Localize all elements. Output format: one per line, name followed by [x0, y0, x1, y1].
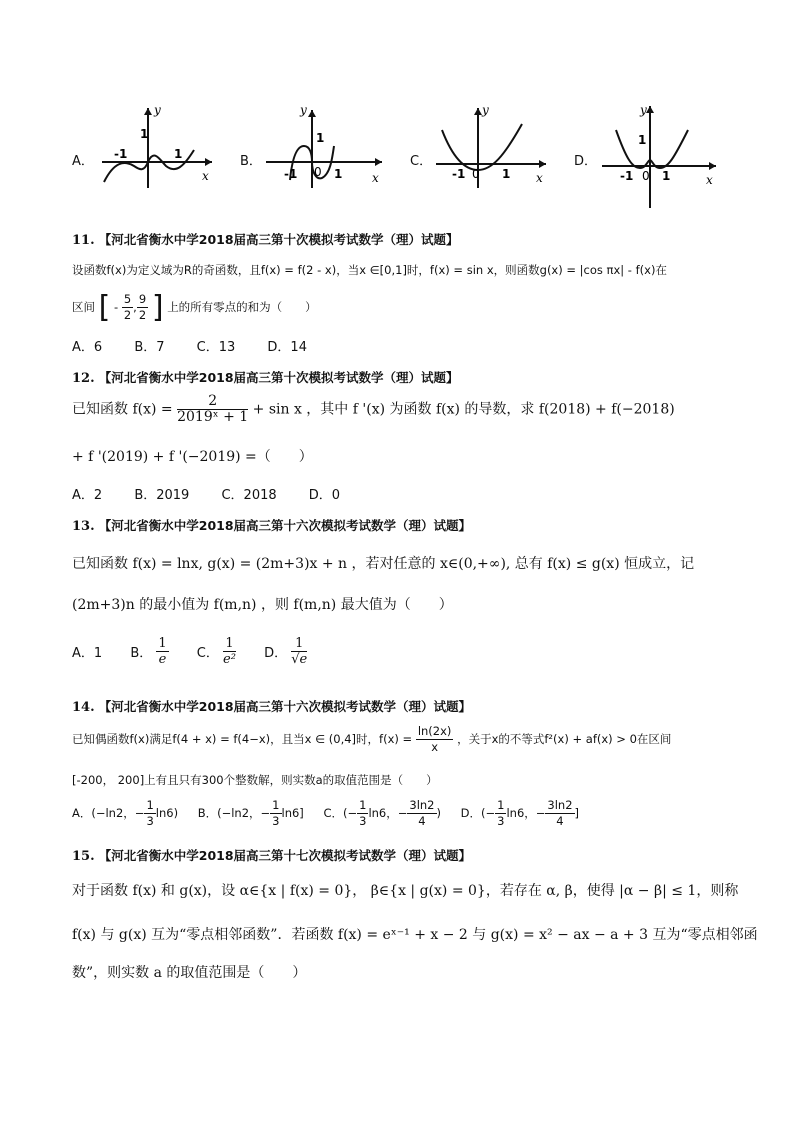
q13-choices — [72, 636, 307, 667]
q11-choices — [72, 336, 335, 355]
q15-line2: f(x) 与 g(x) 互为“零点相邻函数”．若函数 f(x) = eˣ⁻¹ + x − 2 与 g(x) = x² − ax − a + 3 互为“零点相邻函 — [72, 927, 758, 943]
svg-text:0: 0 — [314, 165, 322, 179]
graph-b — [262, 100, 387, 190]
svg-text:x: x — [536, 171, 543, 185]
q13-choice-b-label: B． — [130, 646, 153, 661]
svg-text:1: 1 — [502, 167, 511, 181]
q14-choice-b: B．(−ln2，− $\frac{1}{3}$ ln6] — [197, 798, 304, 828]
svg-text:y: y — [640, 103, 647, 117]
q12-number: 12. — [72, 371, 95, 386]
option-b-label: B． — [240, 154, 262, 169]
q12-line1-pre: 已知函数 f(x) = — [72, 401, 173, 418]
svg-text:1: 1 — [174, 147, 183, 161]
q15-source: 【河北省衡水中学2018届高三第十七次模拟考试数学（理）试题】 — [98, 848, 472, 863]
q13-heading — [72, 516, 471, 534]
q14-number: 14. — [72, 700, 95, 715]
q13-choice-d-label: D． — [264, 646, 288, 661]
svg-text:1: 1 — [316, 131, 325, 145]
q15-line1: 对于函数 f(x) 和 g(x)，设 α∈{x | f(x) = 0}， β∈{x | g(x) = 0}，若存在 α, β，使得 |α − β| ≤ 1，则称 — [72, 883, 739, 899]
q11-line2-post: 上的所有零点的和为（ ） — [167, 300, 317, 314]
graph-a — [96, 100, 216, 190]
svg-text:1: 1 — [140, 127, 149, 141]
svg-text:x: x — [202, 169, 209, 183]
graph-d — [598, 100, 723, 210]
q14-line1 — [72, 724, 671, 755]
q11-frac2: $\frac{9}{2}$ — [138, 292, 147, 322]
q14-line2: [-200， 200]上有且只有300个整数解，则实数a的取值范围是（ ） — [72, 773, 438, 787]
option-c-label: C． — [410, 154, 433, 169]
q11-interval-sign: - — [114, 300, 119, 314]
q14-choices — [72, 798, 579, 829]
q12-choices — [72, 484, 368, 503]
svg-text:x: x — [706, 173, 713, 187]
q13-choice-b-frac: $\frac{1}{e}$ — [158, 636, 167, 667]
q13-source: 【河北省衡水中学2018届高三第十六次模拟考试数学（理）试题】 — [98, 518, 472, 533]
q14-choice-c: C．(− $\frac{1}{3}$ ln6，− $\frac{3\ln 2}{4}$ ) — [323, 798, 441, 828]
q12-choice-d: D．0 — [308, 488, 341, 503]
svg-text:-1: -1 — [114, 147, 128, 161]
svg-text:y: y — [154, 103, 161, 117]
q15-number: 15. — [72, 849, 95, 864]
q14-source: 【河北省衡水中学2018届高三第十六次模拟考试数学（理）试题】 — [98, 699, 472, 714]
svg-text:0: 0 — [642, 169, 650, 183]
q12-line1-post: + sin x ，其中 f '(x) 为函数 f(x) 的导数，求 f(2018) + f(−2018) — [252, 401, 675, 418]
q11-line2: 区间 [ - $\frac{5}{2}$ , $\frac{9}{2}$ ] 上的所有零点的和为（ ） — [72, 290, 317, 325]
q13-line1: 已知函数 f(x) = lnx, g(x) = (2m+3)x + n ，若对任意的 x∈(0,+∞), 总有 f(x) ≤ g(x) 恒成立，记 — [72, 556, 695, 572]
q11-frac1: $\frac{5}{2}$ — [123, 292, 132, 322]
svg-text:-1: -1 — [452, 167, 466, 181]
q12-choice-a: A．2 — [72, 488, 103, 503]
q15-line3: 数”，则实数 a 的取值范围是（ ） — [72, 965, 307, 981]
q11-source: 【河北省衡水中学2018届高三第十次模拟考试数学（理）试题】 — [98, 232, 459, 247]
svg-text:1: 1 — [662, 169, 671, 183]
q11-choice-a: A．6 — [72, 340, 103, 355]
svg-text:1: 1 — [638, 133, 647, 147]
q14-heading — [72, 697, 471, 715]
q12-source: 【河北省衡水中学2018届高三第十次模拟考试数学（理）试题】 — [98, 370, 459, 385]
q13-choice-c-frac: $\frac{1}{\text{e²}}$ — [223, 636, 236, 667]
q12-choice-c: C．2018 — [221, 488, 277, 503]
svg-text:y: y — [482, 103, 489, 117]
q12-frac: $\frac{2}{\text{2019ˣ + 1}}$ — [177, 393, 249, 425]
svg-text:-1: -1 — [284, 167, 298, 181]
q15-heading — [72, 846, 471, 864]
graph-c — [432, 100, 552, 190]
q11-choice-c: C．13 — [196, 340, 236, 355]
svg-text:0: 0 — [472, 167, 480, 181]
q11-choice-b: B．7 — [134, 340, 165, 355]
option-d-label: D． — [574, 154, 598, 169]
q12-line1 — [72, 394, 675, 425]
q12-choice-b: B．2019 — [134, 488, 190, 503]
q13-choice-c-label: C． — [196, 646, 219, 661]
q11-choice-d: D．14 — [267, 340, 307, 355]
q11-number: 11. — [72, 233, 95, 248]
q14-frac: $\frac{\ln(2x)}{x}$ — [417, 724, 452, 754]
q13-number: 13. — [72, 519, 95, 534]
svg-text:x: x — [372, 171, 379, 185]
q14-choice-d: D．(− $\frac{1}{3}$ ln6，− $\frac{3\ln 2}{4}$ ] — [460, 798, 580, 828]
svg-text:-1: -1 — [620, 169, 634, 183]
q14-choice-a: A．(−ln2，− $\frac{1}{3}$ ln6) — [72, 798, 179, 828]
q12-line2: + f '(2019) + f '(−2019) =（ ） — [72, 449, 313, 465]
svg-text:1: 1 — [334, 167, 343, 181]
q13-choice-d-frac: $\frac{1}{√e}$ — [291, 636, 308, 667]
q11-heading — [72, 230, 459, 248]
svg-text:y: y — [300, 103, 307, 117]
q14-line1-post: ，关于x的不等式f²(x) + af(x) > 0在区间 — [457, 732, 672, 746]
option-a-label: A． — [72, 154, 94, 169]
q13-line2: (2m+3)n 的最小值为 f(m,n) ，则 f(m,n) 最大值为（ ） — [72, 597, 453, 613]
q14-line1-pre: 已知偶函数f(x)满足f(4 + x) = f(4−x)，且当x ∈ (0,4]时，f(x) = — [72, 732, 413, 746]
q12-heading — [72, 368, 459, 386]
q11-line1: 设函数f(x)为定义域为R的奇函数，且f(x) = f(2 - x)，当x ∈[0,1]时，f(x) = sin x，则函数g(x) = |cos πx| - f(x)在 — [72, 263, 667, 277]
q13-choice-a: A．1 — [72, 646, 103, 661]
q11-line2-pre: 区间 — [72, 300, 95, 314]
